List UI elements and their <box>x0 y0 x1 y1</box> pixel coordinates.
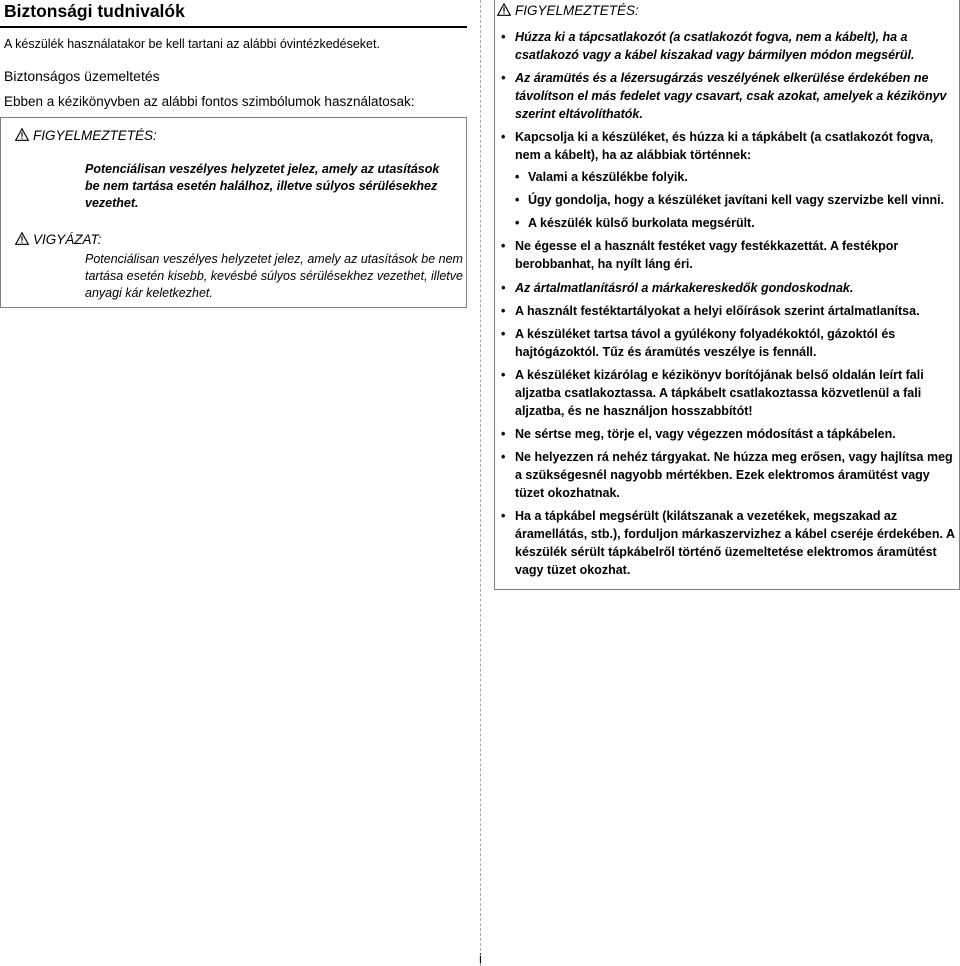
list-item: • A készüléket kizárólag e kézikönyv borítójának belső oldalán leírt fali aljzatba csatlakoztassa. A tápkábelt csatlakoztassa közvetlenül a fali aljzatba, és ne használjon hosszabbítót! <box>495 367 955 420</box>
warnings-box <box>494 0 960 590</box>
section-heading: Biztonságos üzemeltetés <box>4 68 160 84</box>
section-text: Ebben a kézikönyvben az alábbi fontos szimbólumok használatosak: <box>4 94 415 109</box>
column-divider <box>480 0 481 966</box>
list-item: • Ne égesse el a használt festéket vagy festékkazettát. A festékpor berobbanhat, ha nyílt láng éri. <box>495 238 955 274</box>
sub-list <box>515 169 955 233</box>
warnings-label: FIGYELMEZTETÉS: <box>515 3 639 18</box>
list-item-text: Kapcsolja ki a készüléket, és húzza ki a tápkábelt (a csatlakozót fogva, nem a kábelt), ha az alábbiak történnek: <box>515 129 934 162</box>
warning-triangle-icon <box>15 128 29 141</box>
sub-list-item: • Valami a készülékbe folyik. <box>515 169 955 187</box>
list-item: • Az ártalmatlanításról a márkakereskedők gondoskodnak. <box>495 280 955 298</box>
warning-triangle-icon <box>15 232 29 245</box>
sub-list-item: • Úgy gondolja, hogy a készüléket javítani kell vagy szervizbe kell vinni. <box>515 192 955 210</box>
warning-triangle-icon <box>497 3 511 16</box>
list-item <box>495 129 955 233</box>
caution-symbol-heading <box>15 232 102 247</box>
title-rule <box>0 26 467 28</box>
list-item: • Ne helyezzen rá nehéz tárgyakat. Ne húzza meg erősen, vagy hajlítsa meg a szükségesnél nagyobb mértékben. Ezek elektromos áramütést vagy tüzet okozhatnak. <box>495 449 955 502</box>
warning-symbol-label: FIGYELMEZTETÉS: <box>33 128 157 143</box>
intro-text: A készülék használatakor be kell tartani az alábbi óvintézkedéseket. <box>4 37 380 51</box>
symbol-legend-box <box>0 117 467 308</box>
list-item: • Ne sértse meg, törje el, vagy végezzen módosítást a tápkábelen. <box>495 426 955 444</box>
list-item: • Húzza ki a tápcsatlakozót (a csatlakozót fogva, nem a kábelt), ha a csatlakozó vagy a kábel kiszakad vagy bármilyen módon megsérül. <box>495 29 955 65</box>
page-number: i <box>479 951 482 966</box>
caution-symbol-label: VIGYÁZAT: <box>33 232 102 247</box>
page-title: Biztonsági tudnivalók <box>4 1 185 21</box>
warnings-heading <box>497 3 639 18</box>
warning-symbol-heading <box>15 128 157 143</box>
caution-symbol-description: Potenciálisan veszélyes helyzetet jelez, amely az utasítások be nem tartása esetén kisebb, kevésbé súlyos sérülésekhez vezethet, illetve anyagi kár keletkezhet. <box>85 252 463 300</box>
warnings-list <box>495 29 955 585</box>
warning-symbol-description: Potenciálisan veszélyes helyzetet jelez, amely az utasítások be nem tartása esetén halálhoz, illetve súlyos sérülésekhez vezethet. <box>85 162 440 210</box>
list-item: • A készüléket tartsa távol a gyúlékony folyadékoktól, gázoktól és hajtógázoktól. Tűz és áramütés veszélye is fennáll. <box>495 326 955 362</box>
list-item: • Az áramütés és a lézersugárzás veszélyének elkerülése érdekében ne távolítson el más fedelet vagy csavart, csak azokat, amelyek a kézikönyv szerint eltávolíthatók. <box>495 70 955 123</box>
list-item: • Ha a tápkábel megsérült (kilátszanak a vezetékek, megszakad az áramellátás, stb.), forduljon márkaszervizhez a kábel cseréje érdekében. A készülék sérült tápkábelről történő üzemeltetése elektromos áramütést vagy tüzet okozhat. <box>495 508 955 579</box>
sub-list-item: • A készülék külső burkolata megsérült. <box>515 215 955 233</box>
list-item: • A használt festéktartályokat a helyi előírások szerint ártalmatlanítsa. <box>495 303 955 321</box>
